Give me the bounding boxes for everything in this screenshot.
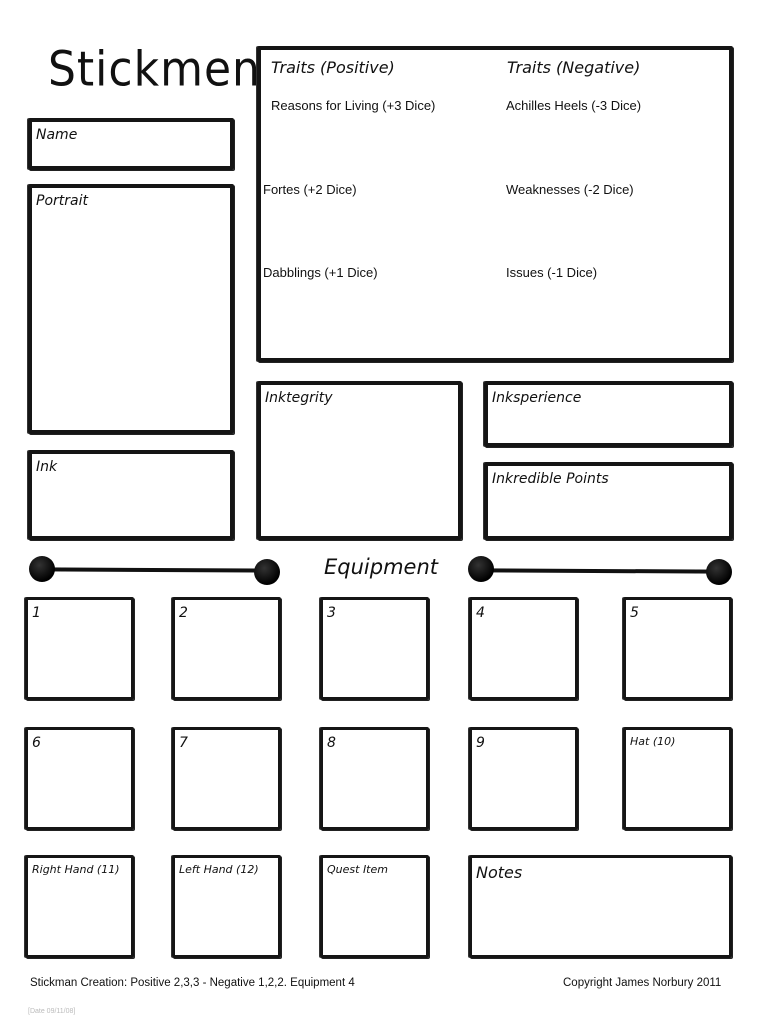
equipment-slot-right-hand[interactable] [25,855,134,958]
traits-panel [257,46,733,362]
divider-knob-left-1 [29,556,55,582]
notes-label: Notes [476,863,523,882]
trait-positive-1: Reasons for Living (+3 Dice) [271,98,436,113]
inktegrity-field[interactable] [257,381,462,540]
sheet-title: Stickmen [48,41,261,98]
name-label: Name [36,127,78,143]
equipment-slot[interactable] [25,597,134,700]
divider-knob-right-2 [706,559,732,585]
traits-negative-header: Traits (Negative) [507,58,641,77]
name-field[interactable] [28,118,234,170]
equipment-slot-label: Left Hand (12) [179,863,259,876]
ink-label: Ink [36,459,58,475]
equipment-divider-right [482,568,718,573]
inktegrity-label: Inktegrity [265,390,333,406]
equipment-slot-label: 8 [327,735,336,751]
equipment-slot[interactable] [25,727,134,830]
equipment-slot-label: 1 [32,605,41,621]
divider-knob-right-1 [468,556,494,582]
equipment-slot[interactable] [320,727,429,830]
equipment-slot-label: 4 [476,605,485,621]
equipment-slot-label: 3 [327,605,336,621]
equipment-slot-left-hand[interactable] [172,855,281,958]
equipment-divider-left [42,567,266,572]
equipment-slot-label: 7 [179,735,188,751]
inksperience-label: Inksperience [492,390,582,406]
scan-watermark: [Date 09/11/08] [28,1008,76,1015]
copyright-text: Copyright James Norbury 2011 [563,977,722,989]
trait-negative-3: Issues (-1 Dice) [506,265,598,280]
equipment-slot-label: 2 [179,605,188,621]
equipment-slot-label: Hat (10) [630,735,676,748]
equipment-slot[interactable] [172,597,281,700]
equipment-slot-label: 9 [476,735,485,751]
trait-negative-1: Achilles Heels (-3 Dice) [506,98,642,113]
portrait-label: Portrait [36,193,88,209]
trait-positive-3: Dabblings (+1 Dice) [263,265,378,280]
equipment-slot-label: Right Hand (11) [32,863,120,876]
equipment-title: Equipment [324,555,438,579]
inksperience-field[interactable] [484,381,733,447]
traits-positive-header: Traits (Positive) [271,58,395,77]
trait-positive-2: Fortes (+2 Dice) [263,182,357,197]
equipment-slot-quest-item[interactable] [320,855,429,958]
trait-negative-2: Weaknesses (-2 Dice) [506,182,634,197]
equipment-slot-hat[interactable] [623,727,732,830]
notes-field[interactable] [469,855,732,958]
equipment-slot[interactable] [623,597,732,700]
ink-field[interactable] [28,450,234,540]
equipment-slot-label: 5 [630,605,639,621]
equipment-slot-label: 6 [32,735,41,751]
equipment-slot[interactable] [320,597,429,700]
equipment-slot-label: Quest Item [327,863,388,876]
inkredible-points-label: Inkredible Points [492,471,609,487]
inkredible-points-field[interactable] [484,462,733,540]
creation-rules-text: Stickman Creation: Positive 2,3,3 - Negative 1,2,2. Equipment 4 [30,977,355,989]
divider-knob-left-2 [254,559,280,585]
equipment-slot[interactable] [172,727,281,830]
equipment-slot[interactable] [469,597,578,700]
equipment-slot[interactable] [469,727,578,830]
portrait-field[interactable] [28,184,234,434]
